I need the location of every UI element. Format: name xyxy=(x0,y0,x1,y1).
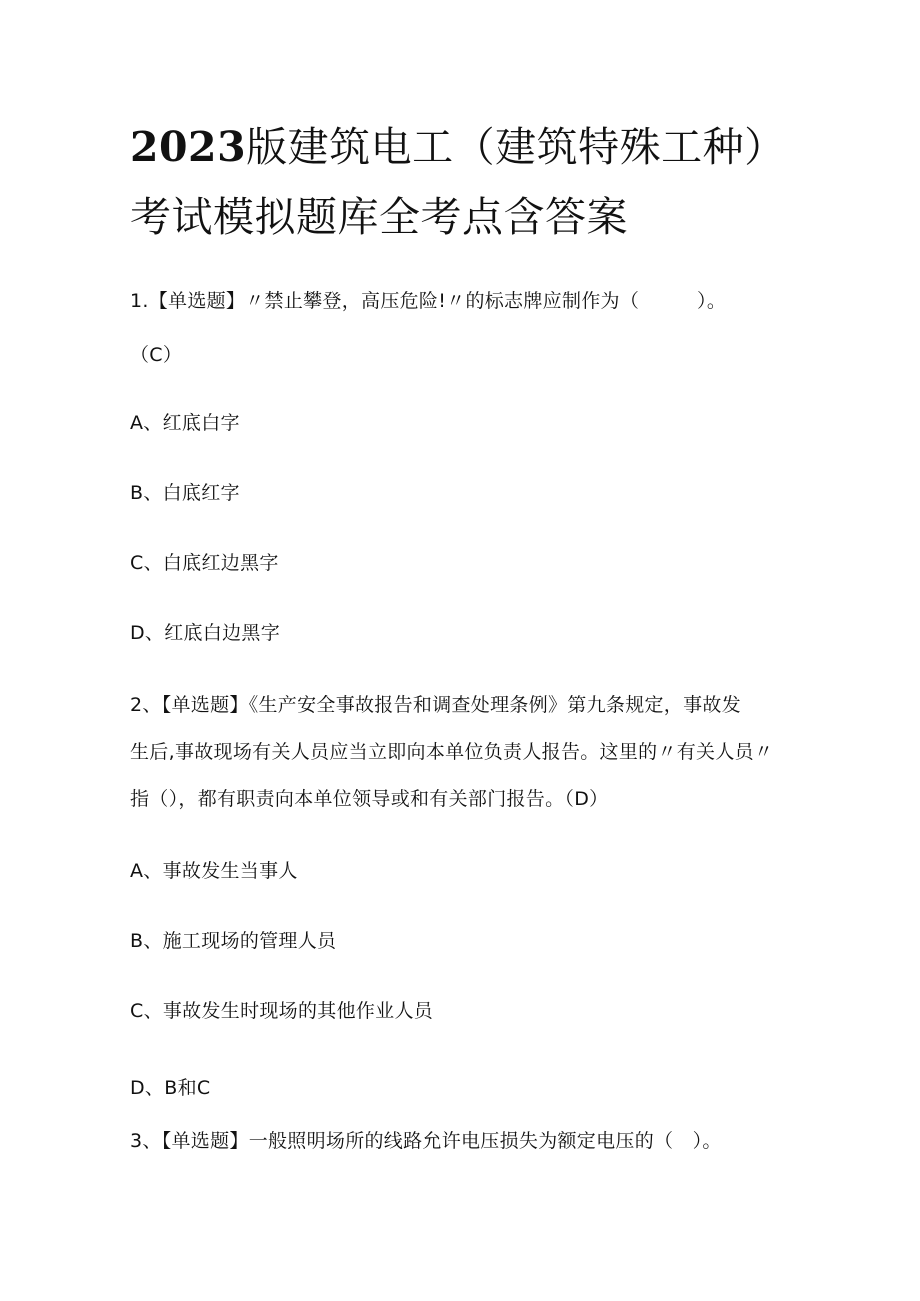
question-2-option-c: C、事故发生时现场的其他作业人员 xyxy=(130,1000,434,1022)
question-2-stem-line: 指（），都有职责向本单位领导或和有关部门报告。（D） xyxy=(130,788,609,810)
document-title-line-1 xyxy=(130,122,830,172)
title-line-1-text: 版建筑电工（建筑特殊工种） xyxy=(246,123,786,171)
question-2-stem xyxy=(130,692,810,833)
question-1-answer: （C） xyxy=(130,344,183,366)
question-1-option-a: A、红底白字 xyxy=(130,412,240,434)
question-1-stem: 1.【单选题】〃禁止攀登，高压危险!〃的标志牌应制作为（ ）。 xyxy=(130,290,727,312)
document-title-line-2: 考试模拟题库全考点含答案 xyxy=(130,193,628,241)
title-year: 2023 xyxy=(130,123,247,171)
question-2-stem-line: 2、【单选题】《生产安全事故报告和调查处理条例》第九条规定，事故发 xyxy=(130,694,741,716)
question-1-option-c: C、白底红边黑字 xyxy=(130,552,279,574)
question-2-option-a: A、事故发生当事人 xyxy=(130,860,298,882)
question-3-stem: 3、【单选题】一般照明场所的线路允许电压损失为额定电压的（ ）。 xyxy=(130,1130,722,1152)
question-1-option-d: D、红底白边黑字 xyxy=(130,622,281,644)
question-2-stem-line: 生后,事故现场有关人员应当立即向本单位负责人报告。这里的〃有关人员〃 xyxy=(130,741,774,763)
question-2-option-b: B、施工现场的管理人员 xyxy=(130,930,337,952)
question-2-option-d: D、B和C xyxy=(130,1077,211,1099)
question-1-option-b: B、白底红字 xyxy=(130,482,240,504)
